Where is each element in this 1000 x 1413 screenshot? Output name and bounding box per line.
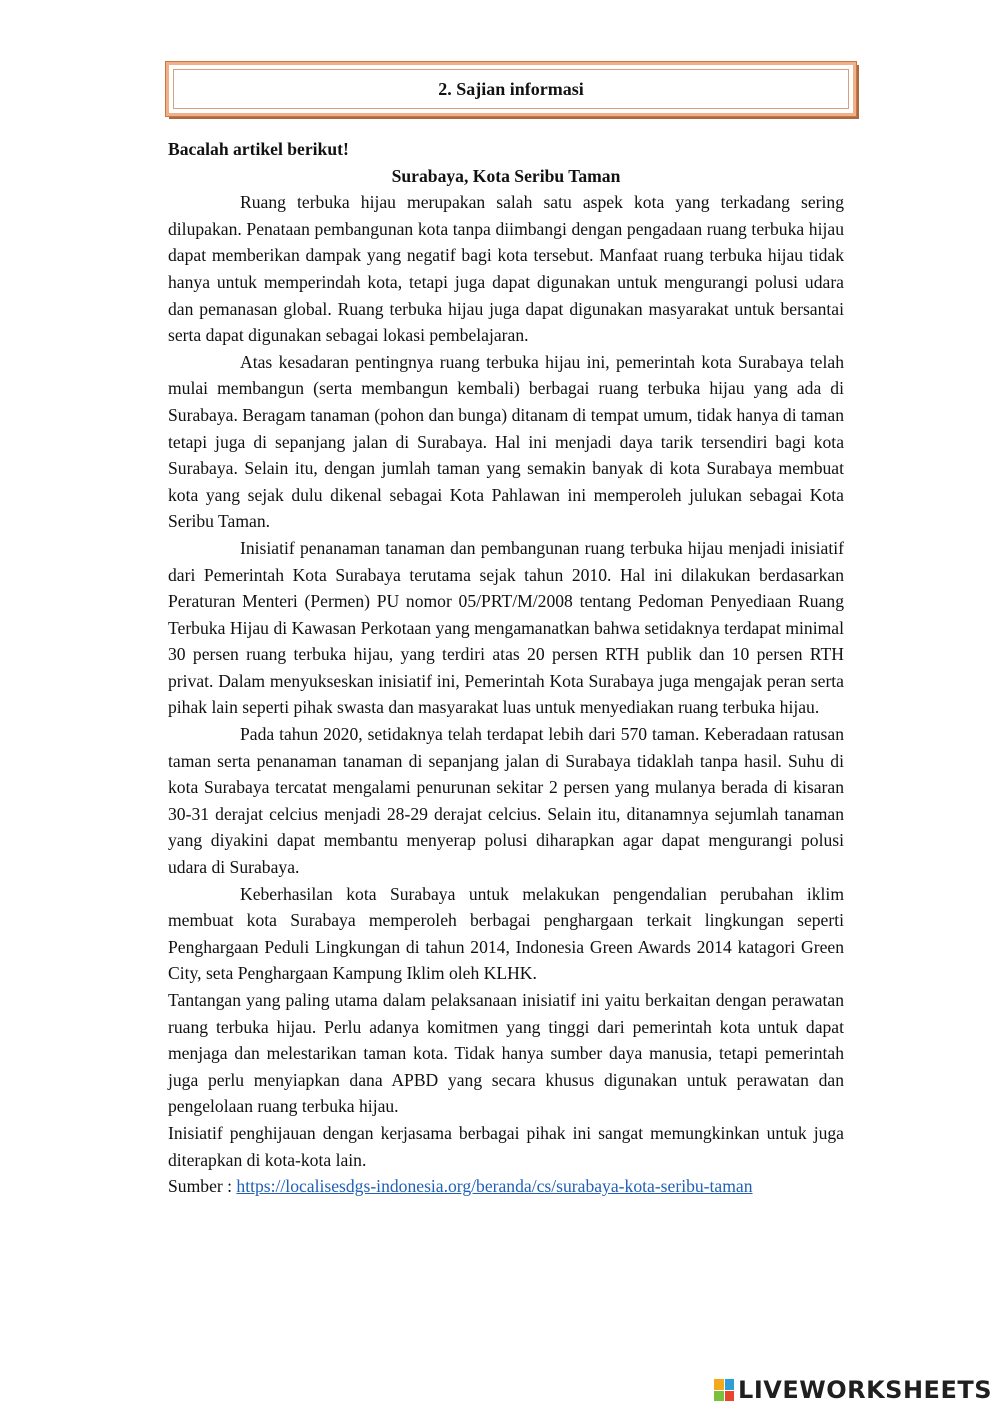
article-title: Surabaya, Kota Seribu Taman xyxy=(391,165,621,186)
article-paragraph: Inisiatif penanaman tanaman dan pembangunan ruang terbuka hijau menjadi inisiatif dari Pemerintah Kota Surabaya terutama sejak tahun 2010. Hal ini dilakukan berdasarkan Peraturan Menteri (Permen) PU nomor 05/PRT/M/2008 tentang Pedoman Penyediaan Ruang Terbuka Hijau di Kawasan Perkotaan yang mengamanatkan bahwa setidaknya terdapat minimal 30 persen ruang terbuka hijau, yang terdiri atas 20 persen RTH publik dan 10 persen RTH privat. Dalam menyukseskan inisiatif ini, Pemerintah Kota Surabaya juga mengajak peran serta pihak lain seperti pihak swasta dan masyarakat luas untuk menyediakan ruang terbuka hijau. xyxy=(168,537,844,718)
logo-text: LIVEWORKSHEETS xyxy=(738,1376,992,1404)
logo-square xyxy=(725,1391,735,1402)
liveworksheets-logo-icon xyxy=(714,1379,734,1401)
source-link[interactable]: https://localisesdgs-indonesia.org/beranda/cs/surabaya-kota-seribu-taman xyxy=(236,1176,753,1197)
article-paragraph: Atas kesadaran pentingnya ruang terbuka hijau ini, pemerintah kota Surabaya telah mulai membangun (serta membangun kembali) berbagai ruang terbuka hijau yang ada di Surabaya. Beragam tanaman (pohon dan bunga) ditanam di tempat umum, tidak hanya di taman tetapi juga di sepanjang jalan di Surabaya. Hal ini menjadi daya tarik tersendiri bagi kota Surabaya. Selain itu, dengan jumlah taman yang semakin banyak di kota Surabaya membuat kota yang sejak dulu dikenal sebagai Kota Pahlawan ini memperoleh julukan sebagai Kota Seribu Taman. xyxy=(168,351,844,532)
article-paragraph: Tantangan yang paling utama dalam pelaksanaan inisiatif ini yaitu berkaitan dengan perawatan ruang terbuka hijau. Perlu adanya komitmen yang tinggi dari pemerintah kota untuk dapat menjaga dan melestarikan taman kota. Tidak hanya sumber daya manusia, tetapi pemerintah juga perlu menyiapkan dana APBD yang secara khusus digunakan untuk perawatan dan pengelolaan ruang terbuka hijau. xyxy=(168,990,844,1117)
section-title: 2. Sajian informasi xyxy=(438,79,584,99)
source-label: Sumber : xyxy=(168,1176,237,1197)
logo-square xyxy=(714,1379,724,1390)
source-line xyxy=(168,1173,844,1200)
article-intro: Bacalah artikel berikut! xyxy=(168,139,349,159)
logo-square xyxy=(725,1379,735,1390)
liveworksheets-logo xyxy=(714,1375,992,1405)
article-paragraph: Keberhasilan kota Surabaya untuk melakukan pengendalian perubahan iklim membuat kota Surabaya memperoleh berbagai penghargaan terkait lingkungan seperti Penghargaan Peduli Lingkungan di tahun 2014, Indonesia Green Awards 2014 katagori Green City, seta Penghargaan Kampung Iklim oleh KLHK. xyxy=(168,883,844,984)
article-paragraph: Ruang terbuka hijau merupakan salah satu aspek kota yang terkadang sering dilupakan. Penataan pembangunan kota tanpa diimbangi dengan pengadaan ruang terbuka hijau dapat memberikan dampak yang negatif bagi kota tersebut. Manfaat ruang terbuka hijau tidak hanya untuk memperindah kota, tetapi juga dapat digunakan untuk mengurangi polusi udara dan pemanasan global. Ruang terbuka hijau juga dapat digunakan masyarakat untuk bersantai serta dapat digunakan sebagai lokasi pembelajaran. xyxy=(168,192,844,346)
logo-square xyxy=(714,1391,724,1402)
section-header-box xyxy=(166,62,856,116)
article-paragraph: Inisiatif penghijauan dengan kerjasama berbagai pihak ini sangat memungkinkan untuk juga diterapkan di kota-kota lain. xyxy=(168,1122,844,1170)
article-paragraph: Pada tahun 2020, setidaknya telah terdapat lebih dari 570 taman. Keberadaan ratusan taman serta penanaman tanaman di sepanjang jalan di Surabaya tidaklah tanpa hasil. Suhu di kota Surabaya tercatat mengalami penurunan sekitar 2 persen yang mulanya berada di kisaran 30-31 derajat celcius menjadi 28-29 derajat celcius. Selain itu, ditanamnya sejumlah tanaman yang diyakini dapat membantu menyerap polusi diharapkan agar dapat mengurangi polusi udara di Surabaya. xyxy=(168,724,844,878)
article xyxy=(168,136,844,1200)
